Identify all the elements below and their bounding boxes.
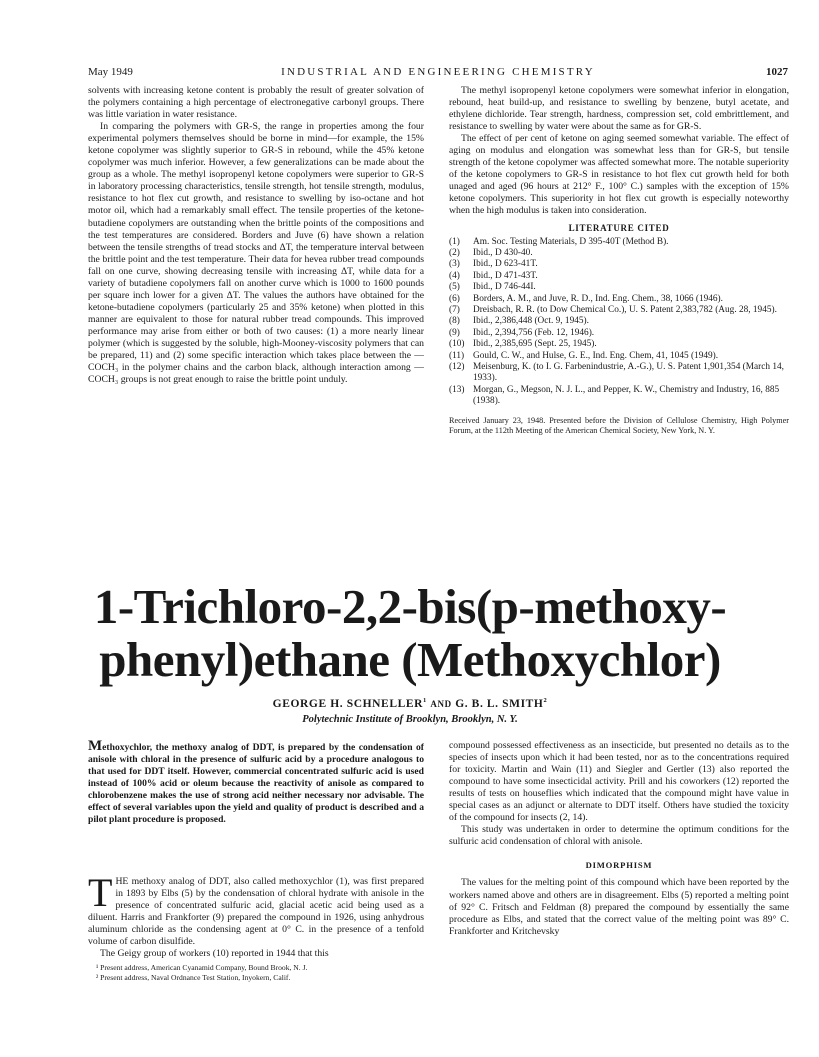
reference-number: (12) <box>449 362 465 373</box>
reference-item <box>449 351 789 362</box>
previous-article-left-column <box>88 85 424 386</box>
reference-text: Ibid., D 746-44I. <box>473 282 536 293</box>
reference-text: Dreisbach, R. R. (to Dow Chemical Co.), U. S. Patent 2,383,782 (Aug. 28, 1945). <box>473 305 777 315</box>
author-institution: Polytechnic Institute of Brooklyn, Brooklyn, N. Y. <box>302 714 518 725</box>
paragraph: In comparing the polymers with GR-S, the range in properties among the four experimental polymers themselves should be borne in mind—for example, the 15% ketone copolymer was slightly superior to GR-S in rebound, while the 45% ketone copolymer was much inferior. However, a few generalizations can be made about the group as a whole. The methyl isopropenyl ketone copolymers were superior to GR-S in laboratory processing characteristics, tensile strength, hot tensile strength, modulus, resistance to hot flex cut growth, and resistance to swelling by iso-octane and hot motor oil, which had a remarkably small effect. The tensile properties of the ketone-butadiene copolymers are outstanding when the brittle points of the compositions and the test temperatures are considered. Borders and Juve (6) have shown a relation between the tensile strengths of tread stocks and ΔT, the temperature interval between the brittle point and the test temperature. Their data for hevea rubber tread compounds fall on one curve, showing decreasing tensile with increasing ΔT, while data for a variety of butadiene copolymers fall on another curve which is 1000 to 1600 pounds per square inch lower for a given ΔT. The values the authors have obtained for the ketone-butadiene copolymers (particularly 25 and 35% ketone) when plotted in this manner are equivalent to those for natural rubber tread compounds. This improved performance may arise from either or both of two causes: (1) a more nearly linear polymer (which is suggested by the soluble, high-Mooney-viscosity polymers that can be prepared, 11) and (2) some specific interaction which takes place between the —COCH₃ in the polymer chains and the carbon black, although interaction among —COCH₃ groups is not great enough to raise the brittle point unduly. <box>88 121 424 386</box>
footnotes <box>88 963 424 981</box>
title-line-2: phenyl)ethane (Methoxychlor) <box>99 632 721 687</box>
reference-number: (11) <box>449 350 465 361</box>
reference-number: (9) <box>449 327 460 338</box>
reference-text: Ibid., 2,386,448 (Oct. 9, 1945). <box>473 316 589 327</box>
paragraph: The methyl isopropenyl ketone copolymers were somewhat inferior in elongation, rebound, heat build-up, and resistance to swelling by benzene, butyl acetate, and ethylene dichloride. Tear strength, hardness, compression set, cold embrittlement, and resistance to swelling by water were about the same as for GR-S. <box>449 85 789 133</box>
reference-number: (5) <box>449 282 460 293</box>
reference-item <box>449 362 789 385</box>
article-left-column <box>88 870 424 982</box>
section-heading-dimorphism: DIMORPHISM <box>585 860 653 871</box>
reference-text: Borders, A. M., and Juve, R. D., Ind. Eng. Chem., 38, 1066 (1946). <box>473 293 723 304</box>
reference-number: (4) <box>449 270 460 281</box>
paragraph: The Geigy group of workers (10) reported in 1944 that this <box>100 948 329 960</box>
footnote-marker: 1 <box>423 697 427 705</box>
footnote-marker: 2 <box>543 697 548 705</box>
author-name: GEORGE H. SCHNELLER <box>272 698 424 710</box>
reference-number: (8) <box>449 316 460 327</box>
paragraph: The effect of per cent of ketone on aging seemed somewhat variable. The effect of aging on modulus and elongation was somewhat less than for GR-S, but tensile strength of the ketone copolymer was affected somewhat more. The notable superiority of the ketone copolymers to GR-S in resistance to hot flex cut growth held for both unaged and aged (96 hours at 212° F., 100° C.) samples with the exception of 15% ketone copolymers. This superiority in hot flex cut growth is especially noteworthy when the high modulus is taken into consideration. <box>449 133 789 217</box>
intro-text: HE methoxy analog of DDT, also called methoxychlor (1), was first prepared in 1893 by Elbs (5) by the condensation of chloral hydrate with anisole in the presence of concentrated sulfuric acid, glacial acetic acid being used as a diluent. Harris and Frankforter (9) prepared the compound in 1926, using anhydrous aluminum chloride as the condensing agent at 0° C. in the presence of a tenfold volume of carbon disulfide. <box>88 876 424 948</box>
author-conjunction: AND <box>430 699 452 709</box>
reference-number: (6) <box>449 293 460 304</box>
reference-text: Ibid., D 471-43T. <box>473 270 538 281</box>
header-journal: INDUSTRIAL AND ENGINEERING CHEMISTRY <box>281 66 595 78</box>
footnote: ¹ Present address, American Cyanamid Company, Bound Brook, N. J. <box>96 963 308 973</box>
literature-cited-heading: LITERATURE CITED <box>568 222 670 233</box>
abstract-initial: M <box>88 738 103 754</box>
reference-number: (1) <box>449 236 460 247</box>
reference-item <box>449 237 789 248</box>
drop-cap: T <box>88 870 113 915</box>
reference-item <box>449 282 789 293</box>
reference-number: (10) <box>449 339 465 350</box>
reference-text: Ibid., 2,385,695 (Sept. 25, 1945). <box>473 339 597 350</box>
article-title <box>60 580 760 686</box>
paragraph <box>88 870 424 948</box>
reference-text: Ibid., D 430-40. <box>473 247 533 258</box>
reference-text: Am. Soc. Testing Materials, D 395-40T (Method B). <box>473 236 669 247</box>
paragraph: The values for the melting point of this compound which have been reported by the workers named above and others are in disagreement. Elbs (5) reported a melting point of 92° C. Fritsch and Feldman (8) prepared the compound by essentially the same procedure as Elbs, and stated that the correct value of the melting point was 89° C. Frankforter and Kritchevsky <box>449 877 789 937</box>
reference-item <box>449 294 789 305</box>
reference-number: (13) <box>449 384 465 395</box>
reference-item <box>449 316 789 327</box>
reference-item <box>449 248 789 259</box>
reference-item <box>449 305 789 316</box>
reference-number: (2) <box>449 247 460 258</box>
previous-article-right-column <box>449 85 789 436</box>
header-date: May 1949 <box>88 66 133 78</box>
header-page-number: 1027 <box>766 66 788 78</box>
reference-item <box>449 385 789 408</box>
paragraph: This study was undertaken in order to determine the optimum conditions for the sulfuric acid condensation of chloral with anisole. <box>449 824 789 848</box>
abstract-text: ethoxychlor, the methoxy analog of DDT, is prepared by the condensation of anisole with chloral in the presence of sulfuric acid by a procedure analogous to that used for DDT itself. However, commercial concentrated sulfuric acid is used instead of 100% acid or oleum because the reactivity of anisole as compared to chlorobenzene makes the use of strong acid neither necessary nor advisable. The effect of several variables upon the yield and quality of product is described and a pilot plant procedure is proposed. <box>88 742 424 826</box>
reference-text: Gould, C. W., and Hulse, G. E., Ind. Eng. Chem, 41, 1045 (1949). <box>473 350 719 361</box>
reference-item <box>449 339 789 350</box>
reference-text: Ibid., 2,394,756 (Feb. 12, 1946). <box>473 327 595 338</box>
author-line <box>60 698 760 710</box>
article-right-column <box>449 740 789 938</box>
received-note: Received January 23, 1948. Presented before the Division of Cellulose Chemistry, High Polymer Forum, at the 112th Meeting of the American Chemical Society, New York, N. Y. <box>449 415 789 436</box>
reference-item <box>449 271 789 282</box>
title-line-1: 1-Trichloro-2,2-bis(p-methoxy- <box>93 579 727 634</box>
reference-text: Ibid., D 623-41T. <box>473 259 538 270</box>
running-header <box>88 66 788 82</box>
paragraph: compound possessed effectiveness as an insecticide, but presented no details as to the species of insects upon which it had been tested, nor as to the concentrations required for toxicity. Martin and Wain (11) and Siegler and Gertler (13) also reported the compound to have some insecticidal activity. Prill and his coworkers (12) reported the results of tests on houseflies which indicated that the compound might have value in special cases as an adjunct or alternate to DDT itself. Others have studied the toxicity of the compound for insects (2, 14). <box>449 740 789 824</box>
reference-number: (7) <box>449 305 460 315</box>
article-title-block <box>60 580 760 725</box>
abstract <box>88 740 424 826</box>
author-name: G. B. L. SMITH <box>455 698 544 710</box>
footnote: ² Present address, Naval Ordnance Test Station, Inyokern, Calif. <box>96 972 291 982</box>
reference-item <box>449 328 789 339</box>
reference-text: Meisenburg, K. (to I. G. Farbenindustrie, A.-G.), U. S. Patent 1,901,354 (March 14, 1933). <box>473 362 784 384</box>
reference-item <box>449 259 789 270</box>
reference-text: Morgan, G., Megson, N. J. L., and Pepper, K. W., Chemistry and Industry, 16, 885 (1938). <box>473 384 780 407</box>
reference-number: (3) <box>449 259 460 270</box>
paragraph: solvents with increasing ketone content is probably the result of greater solvation of the polymers containing a high percentage of electronegative carbonyl groups. There was little variation in water resistance. <box>88 85 424 121</box>
reference-list <box>449 237 789 408</box>
